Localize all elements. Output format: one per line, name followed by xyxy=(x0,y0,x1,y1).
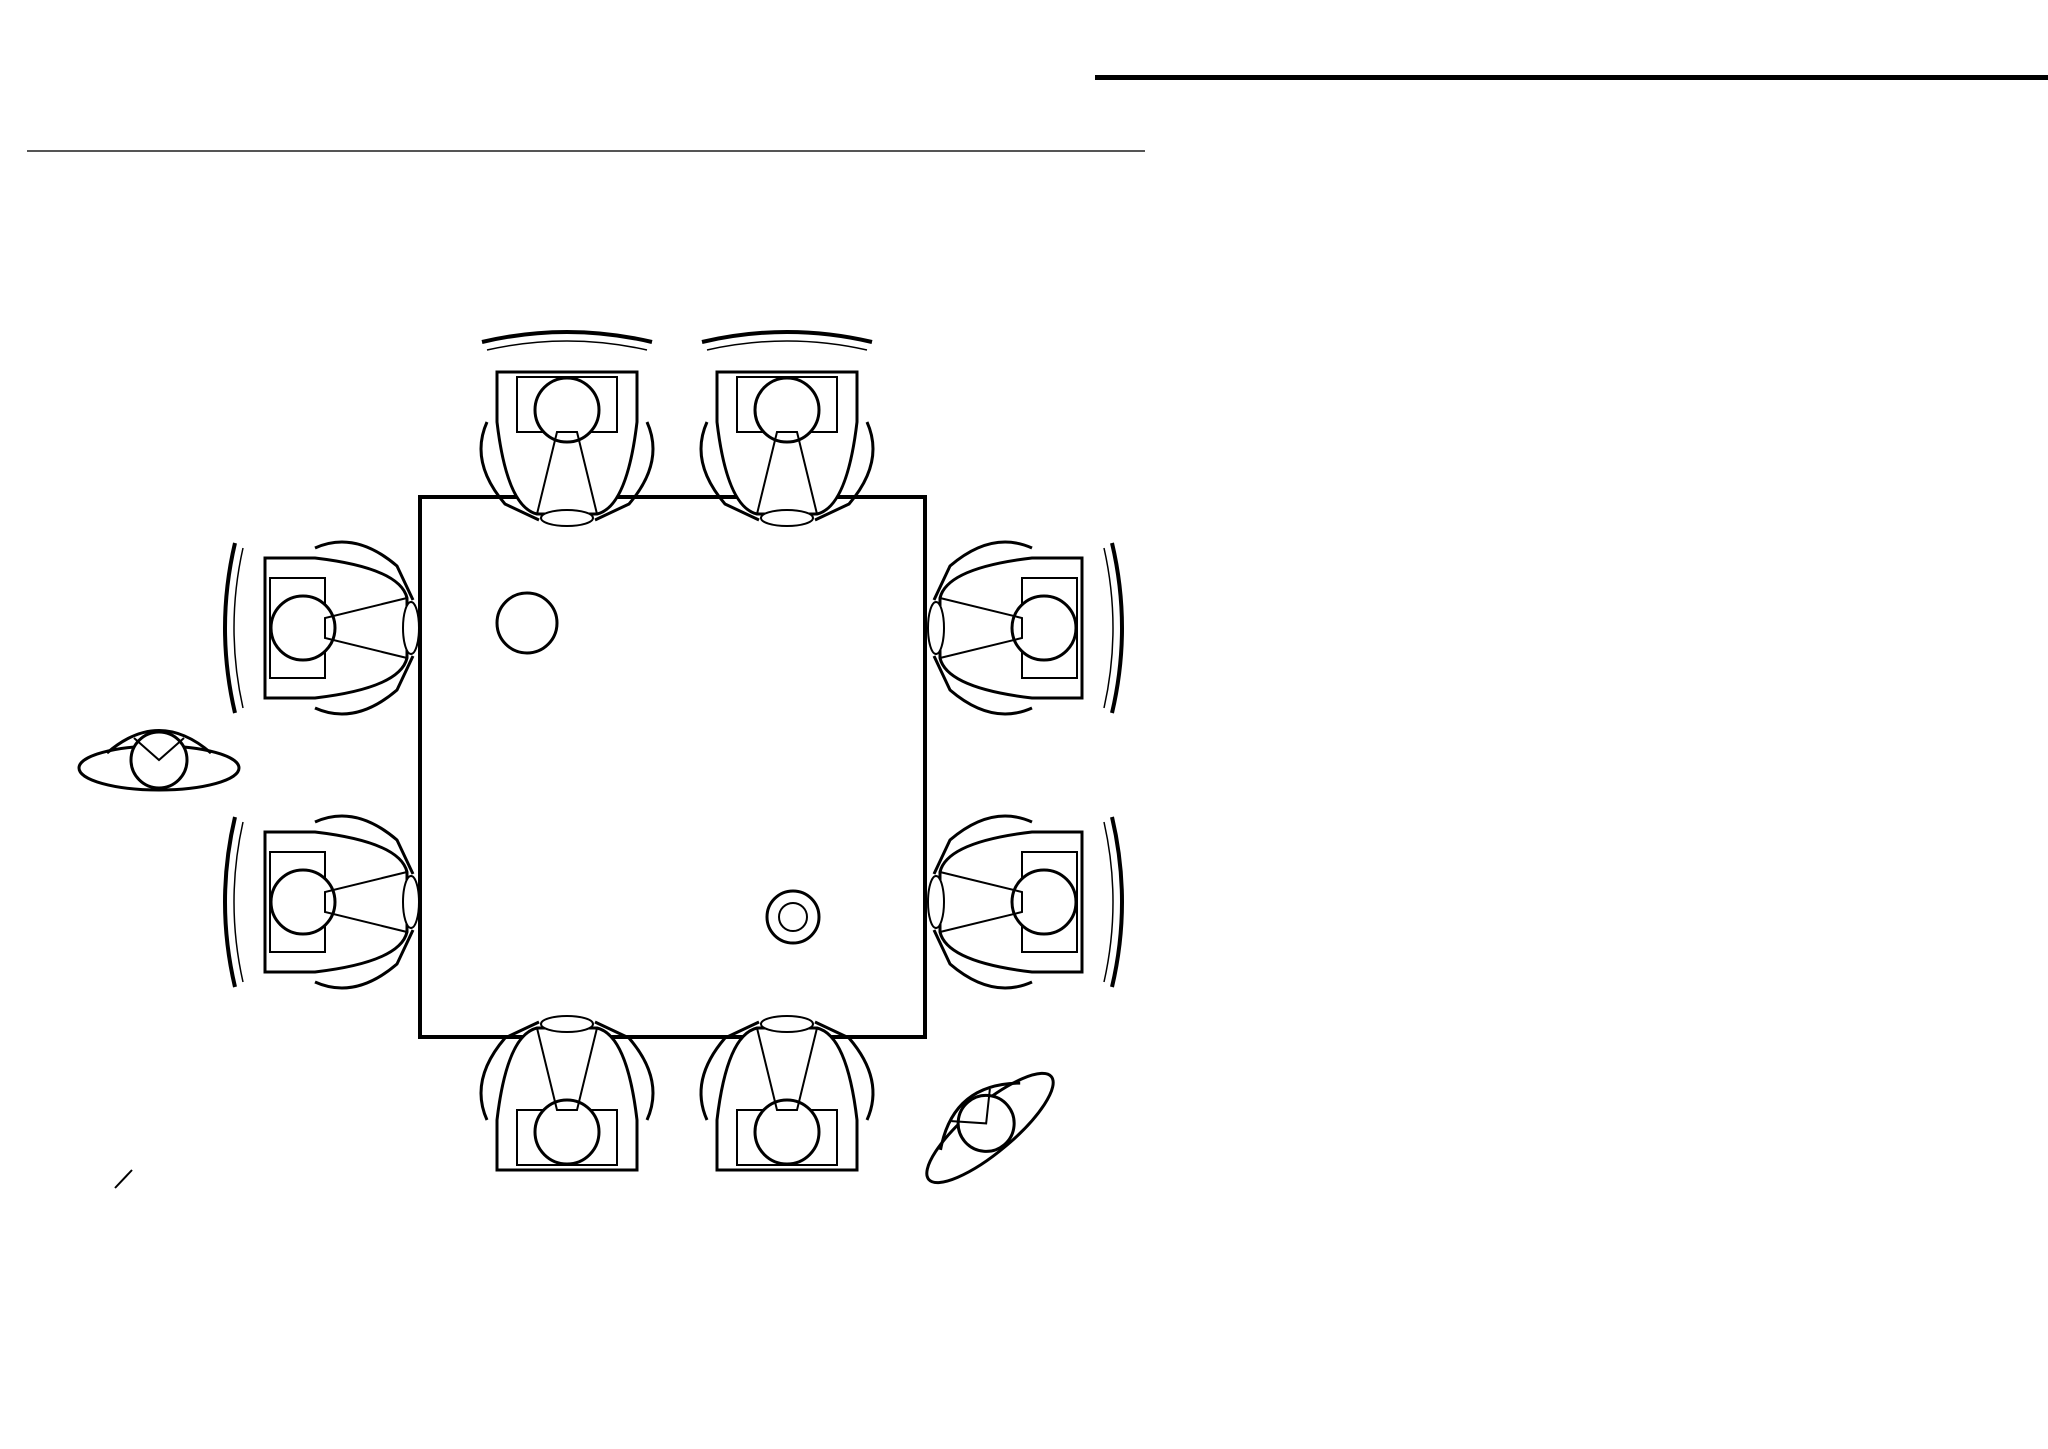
dimension-table xyxy=(1235,858,1895,1358)
title-rule xyxy=(1095,75,2048,80)
cup-icon xyxy=(497,593,557,653)
person-bottom-right xyxy=(701,1016,873,1190)
person-right-bottom xyxy=(928,816,1122,988)
conference-table xyxy=(420,497,925,1037)
person-bottom-left xyxy=(481,1016,653,1190)
person-left-top xyxy=(225,542,419,714)
person-walking xyxy=(905,1049,1066,1190)
person-left-bottom xyxy=(225,816,419,988)
ashtray-icon xyxy=(767,891,819,943)
person-circulation xyxy=(79,731,239,791)
conference-table-figure xyxy=(27,150,1145,1190)
person-right-top xyxy=(928,542,1122,714)
